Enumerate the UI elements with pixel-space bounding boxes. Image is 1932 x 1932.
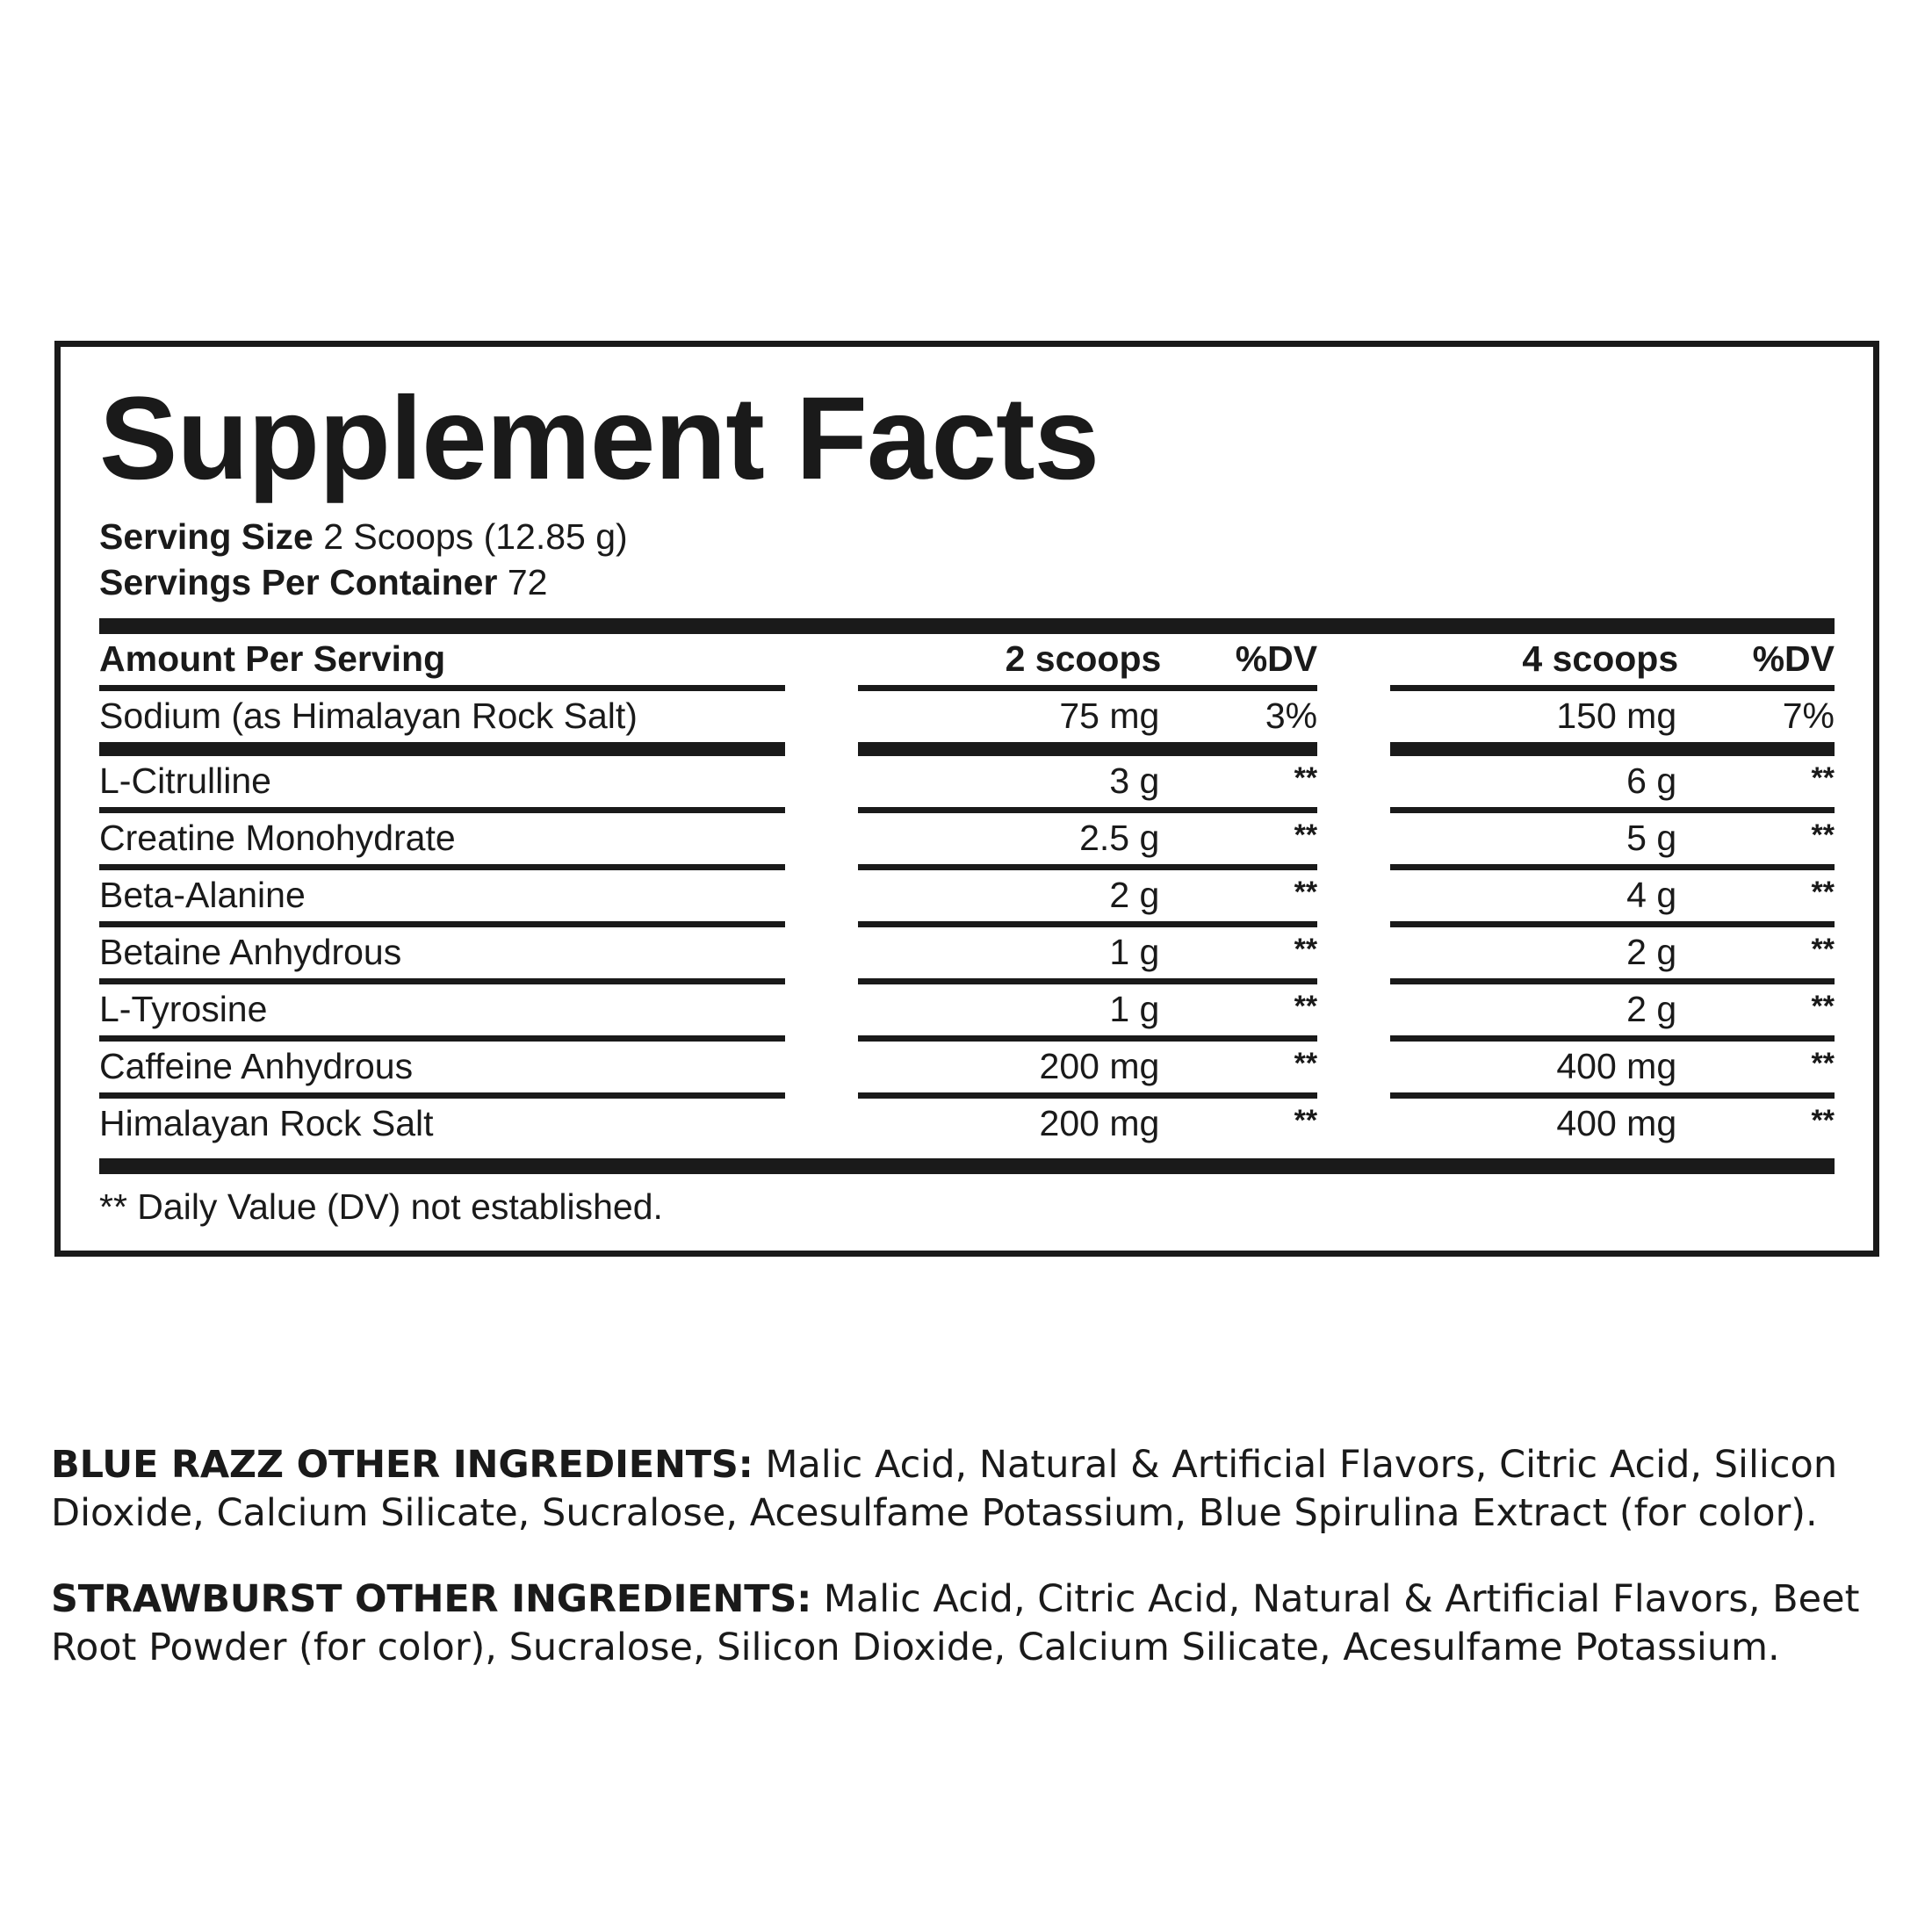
row-dv-2: ** <box>1811 989 1835 1023</box>
row-dv-1: ** <box>1294 818 1318 852</box>
ingredients-blue-razz <box>51 1441 1886 1538</box>
header-col1-amount: 2 scoops <box>1005 638 1162 679</box>
row-name: Betaine Anhydrous <box>99 931 402 972</box>
row-dv-2: 7% <box>1782 695 1835 736</box>
row-amount-1: 2 g <box>1109 874 1160 915</box>
page-title: Supplement Facts <box>99 373 1099 504</box>
header-col2-amount: 4 scoops <box>1522 638 1679 679</box>
header-col2-dv: %DV <box>1752 638 1835 679</box>
ingredients-blue-razz-heading: BLUE RAZZ OTHER INGREDIENTS: <box>51 1443 753 1487</box>
row-name: Himalayan Rock Salt <box>99 1102 434 1143</box>
row-dv-2: ** <box>1811 875 1835 909</box>
row-amount-2: 2 g <box>1626 988 1677 1029</box>
table-row <box>99 981 1835 1035</box>
row-dv-1: ** <box>1294 875 1318 909</box>
ingredients-strawburst-heading: STRAWBURST OTHER INGREDIENTS: <box>51 1577 812 1622</box>
row-dv-1: ** <box>1294 761 1318 795</box>
row-amount-1: 1 g <box>1109 931 1160 972</box>
row-name: L-Tyrosine <box>99 988 268 1029</box>
supplement-facts-panel <box>54 341 1879 1257</box>
serving-size-label: Serving Size <box>99 516 314 557</box>
row-dv-1: ** <box>1294 932 1318 966</box>
row-dv-2: ** <box>1811 932 1835 966</box>
serving-size-line <box>99 514 1835 559</box>
table-row <box>99 867 1835 921</box>
servings-per-container-value: 72 <box>507 562 548 603</box>
serving-size-value: 2 Scoops (12.85 g) <box>323 516 628 557</box>
nutrition-table <box>99 634 1835 1150</box>
table-row <box>99 924 1835 978</box>
row-underline <box>99 742 1835 749</box>
row-dv-2: ** <box>1811 761 1835 795</box>
row-amount-2: 6 g <box>1626 760 1677 801</box>
row-dv-1: ** <box>1294 1046 1318 1080</box>
row-amount-1: 1 g <box>1109 988 1160 1029</box>
row-amount-2: 5 g <box>1626 817 1677 858</box>
row-name: Sodium (as Himalayan Rock Salt) <box>99 695 638 736</box>
header-col1-dv: %DV <box>1235 638 1318 679</box>
ingredients-strawburst-text: Malic Acid, Citric Acid, Natural & Artificial Flavors, Beet Root Powder (for color), Sucralose, Silicon Dioxide, Calcium Silicate, Acesulfame Potassium. <box>51 1577 1860 1670</box>
table-row <box>99 688 1835 742</box>
table-row <box>99 810 1835 864</box>
ingredients-strawburst <box>51 1575 1886 1672</box>
row-amount-1: 200 mg <box>1039 1102 1160 1143</box>
other-ingredients-section <box>51 1403 1886 1672</box>
row-amount-2: 400 mg <box>1556 1045 1677 1086</box>
row-dv-1: ** <box>1294 1103 1318 1137</box>
table-row <box>99 1038 1835 1092</box>
servings-per-container-line <box>99 559 1835 605</box>
row-name: Caffeine Anhydrous <box>99 1045 414 1086</box>
row-amount-1: 200 mg <box>1039 1045 1160 1086</box>
row-amount-1: 75 mg <box>1059 695 1160 736</box>
row-amount-2: 4 g <box>1626 874 1677 915</box>
row-dv-1: ** <box>1294 989 1318 1023</box>
daily-value-footnote: ** Daily Value (DV) not established. <box>99 1186 663 1227</box>
row-amount-2: 150 mg <box>1556 695 1677 736</box>
header-amount-per-serving: Amount Per Serving <box>99 638 446 679</box>
row-dv-2: ** <box>1811 818 1835 852</box>
row-dv-2: ** <box>1811 1046 1835 1080</box>
servings-per-container-label: Servings Per Container <box>99 562 498 603</box>
row-amount-2: 2 g <box>1626 931 1677 972</box>
row-amount-1: 3 g <box>1109 760 1160 801</box>
row-name: Creatine Monohydrate <box>99 817 456 858</box>
row-dv-2: ** <box>1811 1103 1835 1137</box>
table-header-row <box>99 634 1835 685</box>
row-amount-1: 2.5 g <box>1079 817 1160 858</box>
row-name: Beta-Alanine <box>99 874 306 915</box>
ingredients-blue-razz-text: Malic Acid, Natural & Artificial Flavors, Citric Acid, Silicon Dioxide, Calcium Silicate, Sucralose, Acesulfame Potassium, Blue Spirulina Extract (for color). <box>51 1443 1838 1536</box>
table-row <box>99 1095 1835 1150</box>
table-top-rule <box>99 618 1835 634</box>
table-bottom-rule <box>99 1158 1835 1174</box>
table-row <box>99 749 1835 807</box>
row-dv-1: 3% <box>1265 695 1318 736</box>
row-name: L-Citrulline <box>99 760 271 801</box>
row-amount-2: 400 mg <box>1556 1102 1677 1143</box>
